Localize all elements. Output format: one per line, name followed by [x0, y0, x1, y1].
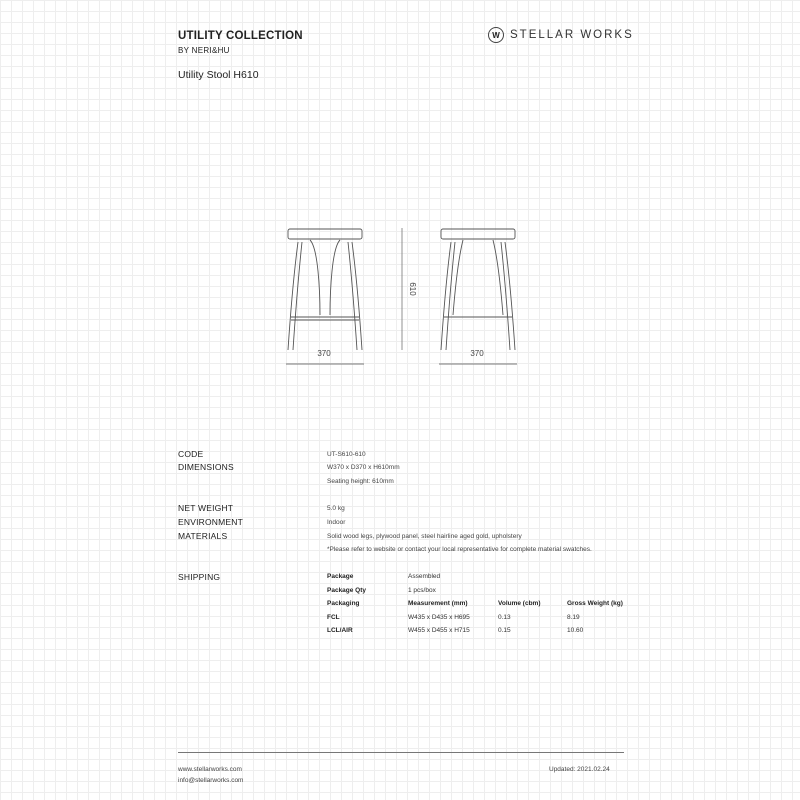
net-weight-label: NET WEIGHT — [178, 503, 234, 513]
email-link[interactable]: info@stellarworks.com — [178, 777, 244, 784]
shipping-label: SHIPPING — [178, 572, 221, 582]
code-label: CODE — [178, 449, 204, 459]
shipping-row-volume: 0.13 — [498, 614, 511, 621]
shipping-header-packaging: Packaging — [327, 600, 360, 607]
shipping-header-volume: Volume (cbm) — [498, 600, 541, 607]
stellar-works-circle-w-icon: W — [488, 27, 504, 43]
package-qty-label: Package Qty — [327, 587, 367, 594]
height-label: 610 — [408, 282, 417, 296]
package-label: Package — [327, 573, 354, 580]
materials-note: *Please refer to website or contact your local representative for complete material swatches. — [327, 546, 592, 553]
package-qty-value: 1 pcs/box — [408, 587, 436, 594]
shipping-row-measurement: W435 x D435 x H695 — [408, 614, 470, 621]
collection-title: UTILITY COLLECTION — [178, 30, 303, 42]
shipping-header-measurement: Measurement (mm) — [408, 600, 468, 607]
footer-divider — [178, 752, 624, 753]
net-weight-value: 5.0 kg — [327, 505, 345, 512]
shipping-row-measurement: W455 x D455 x H715 — [408, 627, 470, 634]
materials-value: Solid wood legs, plywood panel, steel hairline aged gold, upholstery — [327, 533, 522, 540]
environment-value: Indoor — [327, 519, 346, 526]
dimensions-value: W370 x D370 x H610mm — [327, 464, 400, 471]
side-width-label: 370 — [470, 349, 484, 358]
shipping-row-weight: 8.19 — [567, 614, 580, 621]
environment-label: ENVIRONMENT — [178, 517, 244, 527]
brand-name: STELLAR WORKS — [510, 29, 634, 41]
shipping-row-type: LCL/AIR — [327, 627, 353, 634]
package-value: Assembled — [408, 573, 441, 580]
code-value: UT-S610-610 — [327, 451, 366, 458]
stool-front-view — [286, 229, 364, 364]
website-link[interactable]: www.stellarworks.com — [178, 766, 242, 773]
designer-credit: BY NERI&HU — [178, 46, 230, 55]
shipping-row-volume: 0.15 — [498, 627, 511, 634]
front-width-label: 370 — [317, 349, 331, 358]
shipping-row-weight: 10.60 — [567, 627, 584, 634]
shipping-header-gross-weight: Gross Weight (kg) — [567, 600, 623, 607]
product-name: Utility Stool H610 — [178, 69, 259, 81]
updated-date: Updated: 2021.02.24 — [549, 766, 610, 773]
shipping-row-type: FCL — [327, 614, 340, 621]
dimensions-label: DIMENSIONS — [178, 462, 234, 472]
stool-side-view — [439, 229, 517, 364]
seating-height: Seating height: 610mm — [327, 478, 394, 485]
materials-label: MATERIALS — [178, 531, 228, 541]
